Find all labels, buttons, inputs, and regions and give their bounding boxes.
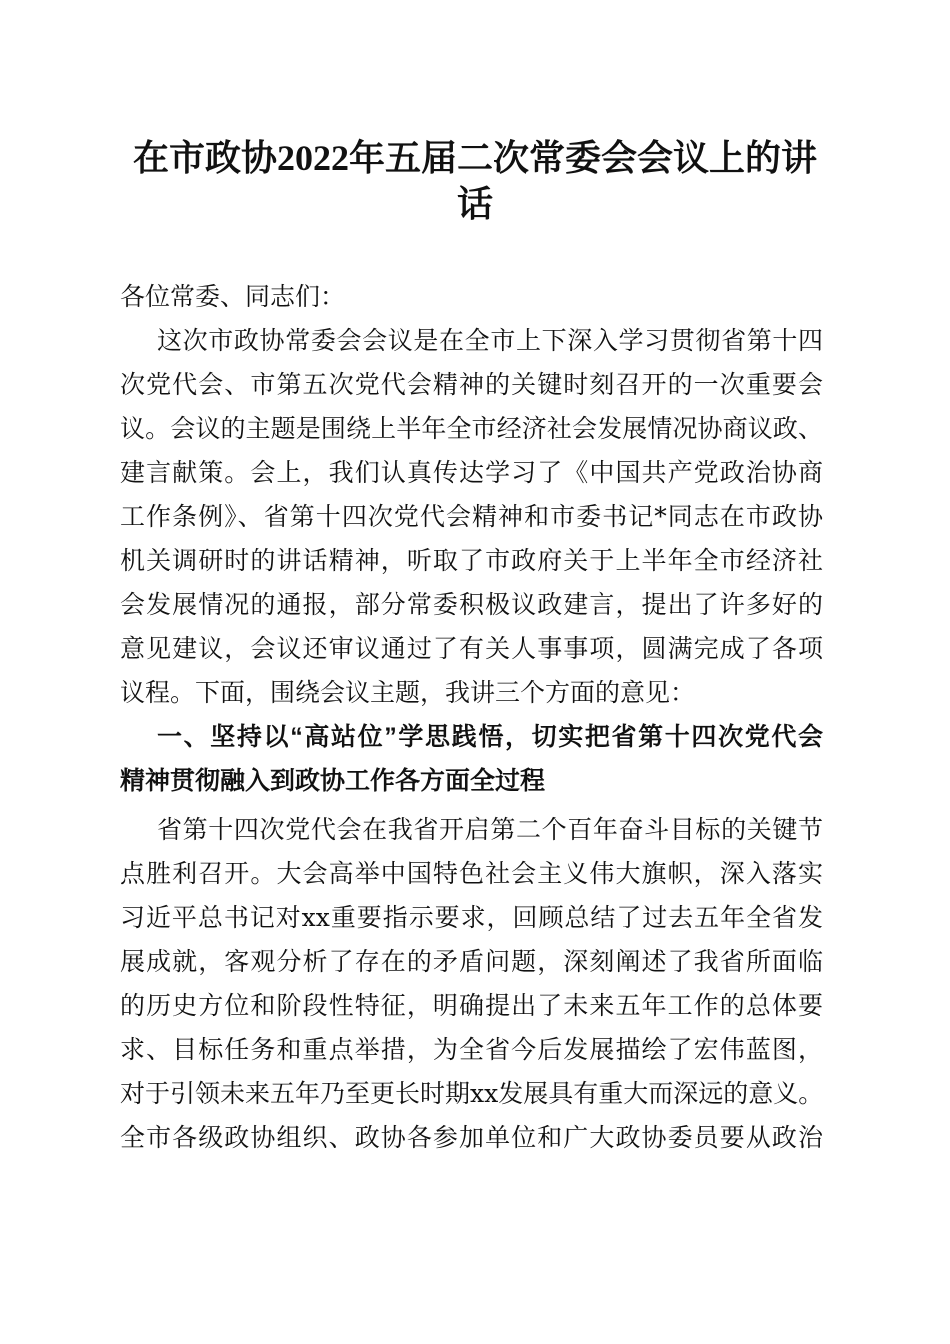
text-line: 习近平总书记对xx重要指示要求，回顾总结了过去五年全省发 bbox=[120, 903, 823, 932]
text-line: 对于引领未来五年乃至更长时期xx发展具有重大而深远的意义。 bbox=[120, 1079, 824, 1108]
title-line: 话 bbox=[456, 184, 493, 224]
text-line: 展成就，客观分析了存在的矛盾问题，深刻阐述了我省所面临 bbox=[120, 947, 823, 976]
text-line: 意见建议，会议还审议通过了有关人事事项，圆满完成了各项 bbox=[120, 634, 823, 663]
document-title bbox=[110, 135, 840, 227]
heading-line: 一、坚持以“高站位”学思践悟，切实把省第十四次党代会 bbox=[157, 723, 823, 751]
greeting: 各位常委、同志们： bbox=[120, 282, 346, 311]
text-line: 工作条例》、省第十四次党代会精神和市委书记*同志在市政协 bbox=[120, 502, 823, 531]
section-heading-1 bbox=[120, 715, 823, 803]
title-line: 在市政协2022年五届二次常委会会议上的讲 bbox=[132, 138, 817, 178]
paragraph-1 bbox=[120, 319, 823, 715]
text-line: 省第十四次党代会在我省开启第二个百年奋斗目标的关键节 bbox=[157, 815, 823, 844]
text-line: 求、目标任务和重点举措，为全省今后发展描绘了宏伟蓝图， bbox=[120, 1035, 823, 1064]
text-line: 议。会议的主题是围绕上半年全市经济社会发展情况协商议政、 bbox=[120, 414, 823, 443]
text-line: 次党代会、市第五次党代会精神的关键时刻召开的一次重要会 bbox=[120, 370, 823, 399]
heading-line: 精神贯彻融入到政协工作各方面全过程 bbox=[120, 767, 546, 795]
text-line: 这次市政协常委会会议是在全市上下深入学习贯彻省第十四 bbox=[157, 326, 823, 355]
text-line: 会发展情况的通报，部分常委积极议政建言，提出了许多好的 bbox=[120, 590, 823, 619]
text-line: 全市各级政协组织、政协各参加单位和广大政协委员要从政治 bbox=[120, 1123, 823, 1152]
text-line: 议程。下面，围绕会议主题，我讲三个方面的意见： bbox=[120, 678, 696, 707]
document-body bbox=[120, 275, 823, 1160]
text-line: 机关调研时的讲话精神，听取了市政府关于上半年全市经济社 bbox=[120, 546, 823, 575]
text-line: 建言献策。会上，我们认真传达学习了《中国共产党政治协商 bbox=[120, 458, 823, 487]
paragraph-2 bbox=[120, 808, 823, 1160]
text-line: 的历史方位和阶段性特征，明确提出了未来五年工作的总体要 bbox=[120, 991, 823, 1020]
text-line: 点胜利召开。大会高举中国特色社会主义伟大旗帜，深入落实 bbox=[120, 859, 823, 888]
